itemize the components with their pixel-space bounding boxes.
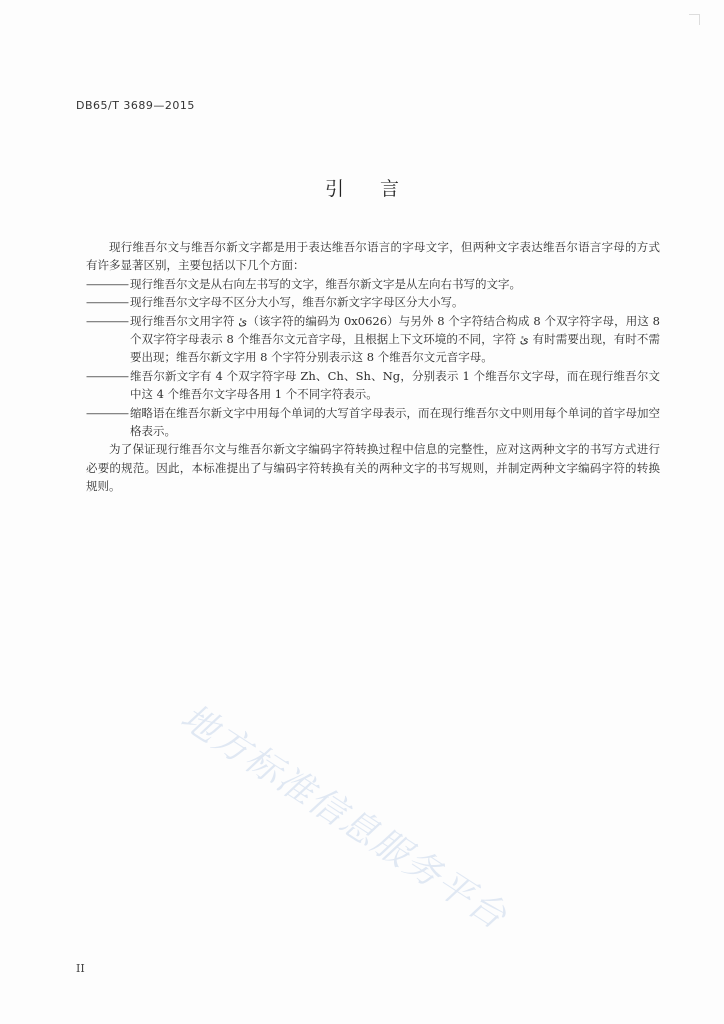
closing-paragraph: 为了保证现行维吾尔文与维吾尔新文字编码字符转换过程中信息的完整性，应对这两种文字的书写方式进行必要的规范。因此，本标准提出了与编码字符转换有关的两种文字的书写规则，并制定两种文字编码字符的转换规则。	[86, 442, 660, 494]
list-item	[86, 275, 660, 293]
intro-paragraph: 现行维吾尔文与维吾尔新文字都是用于表达维吾尔语言的字母文字，但两种文字表达维吾尔语言字母的方式有许多显著区别，主要包括以下几个方面：	[86, 240, 660, 273]
list-item-text: 维吾尔新文字有 4 个双字符字母 Zh、Ch、Sh、Ng，分别表示 1 个维吾尔文字母，而在现行维吾尔文中这 4 个维吾尔文字母各用 1 个不同字符表示。	[130, 368, 660, 402]
list-dash: ————	[86, 368, 128, 383]
list-item	[86, 367, 660, 404]
standard-number: DB65/T 3689—2015	[76, 99, 195, 112]
list-dash: ————	[86, 313, 128, 328]
list-item	[86, 293, 660, 311]
page-number: II	[76, 962, 85, 975]
list-item-text: 现行维吾尔文字母不区分大小写，维吾尔新文字字母区分大小写。	[130, 295, 464, 310]
list-item	[86, 404, 660, 441]
corner-crop-mark	[689, 14, 700, 25]
list-item-text: 现行维吾尔文是从右向左书写的文字，维吾尔新文字是从左向右书写的文字。	[130, 276, 521, 291]
list-item	[86, 312, 660, 367]
body-text	[86, 238, 660, 496]
list-dash: ————	[86, 276, 128, 291]
list-item-text: 现行维吾尔文用字符 ئ（该字符的编码为 0x0626）与另外 8 个字符结合构成 8 个双字符字母，用这 8 个双字符字母表示 8 个维吾尔文元音字母，且根据上下文环境的不同，字符 ئ 有时需要出现，有时不需要出现；维吾尔新文字用 8 个字符分别表示这 8 个维吾尔文元音字母。	[130, 313, 661, 365]
watermark: 地方标准信息服务平台	[173, 696, 515, 939]
list-dash: ————	[86, 295, 128, 310]
list-dash: ————	[86, 405, 128, 420]
list-item-text: 缩略语在维吾尔新文字中用每个单词的大写首字母表示，而在现行维吾尔文中则用每个单词的首字母加空格表示。	[130, 405, 660, 439]
page-title: 引言	[324, 178, 435, 200]
